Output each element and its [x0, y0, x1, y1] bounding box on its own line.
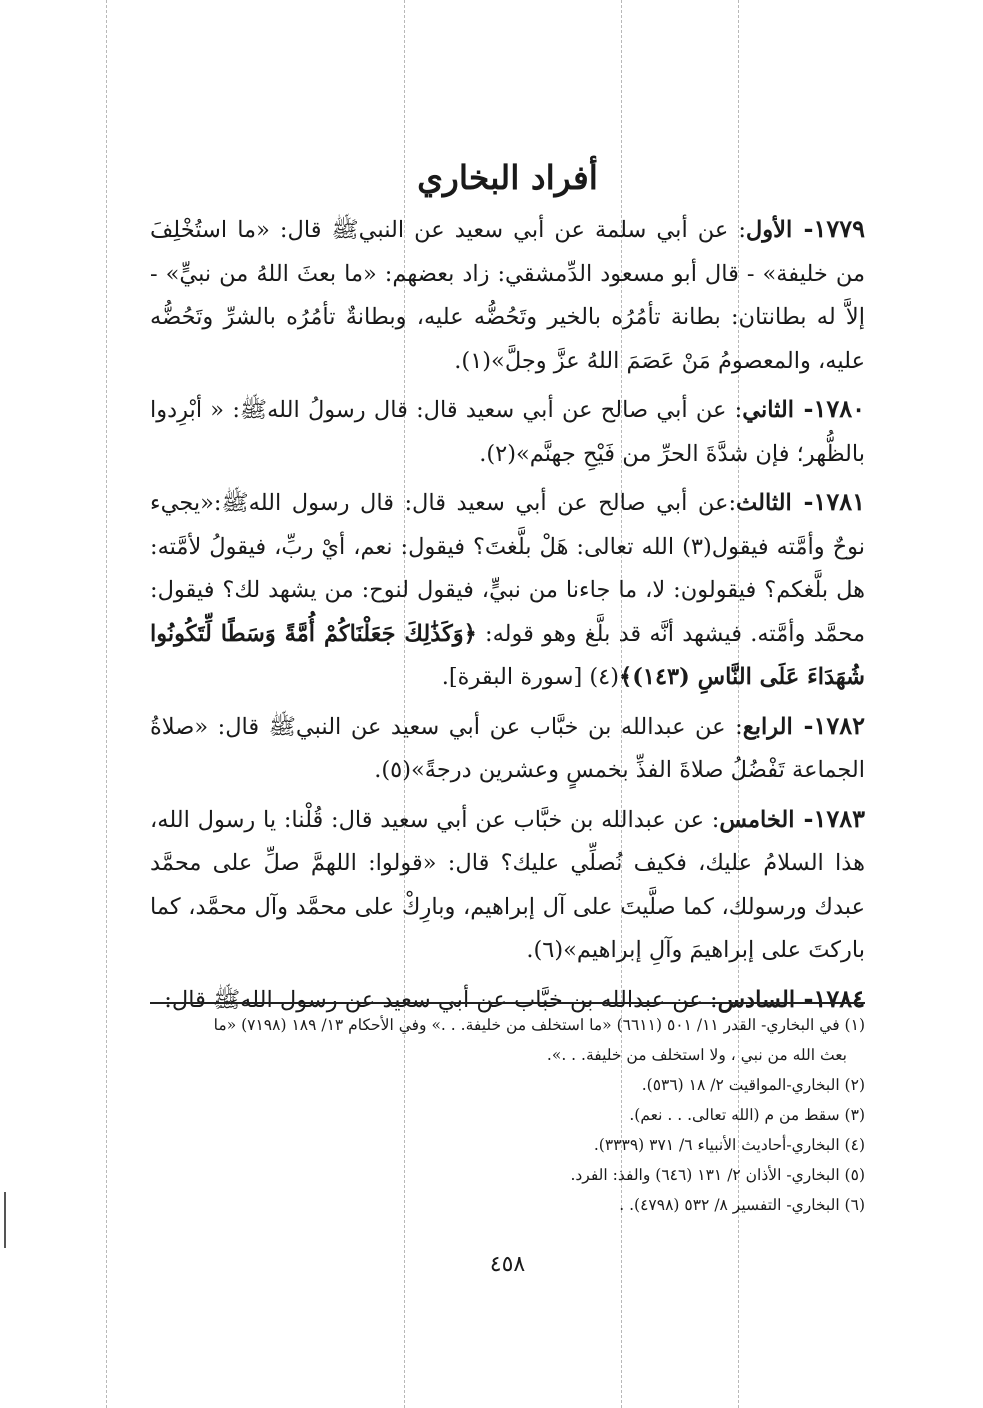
hadith-number: ١٧٨٣	[813, 803, 865, 833]
hadith-number: ١٧٨٤	[813, 983, 865, 1013]
footnote-5: (٥) البخاري- الأذان ٢/ ١٣١ (٦٤٦) والفذ: الفرد.	[570, 1166, 865, 1184]
hadith-label: الرابع	[742, 713, 793, 740]
hadith-label: السادس	[717, 986, 796, 1013]
hadith-number: ١٧٨٠	[813, 394, 865, 423]
scan-fold-line	[106, 0, 107, 1408]
hadith-text-after: (٤) [سورة البقرة].	[441, 664, 620, 690]
footnotes	[150, 1002, 865, 1220]
footnote-3: (٣) سقط من م (الله تعالى. . . نعم).	[629, 1106, 865, 1124]
quran-verse: ﴿وَكَذَٰلِكَ جَعَلْنَاكُمْ أُمَّةً وَسَطًا لِّتَكُونُوا شُهَدَاءَ عَلَى النَّاسِ (١٤٣)﴾	[150, 620, 865, 690]
hadith-number: ١٧٧٩	[813, 214, 865, 243]
hadith-number: ١٧٨١	[813, 487, 865, 516]
hadith-label: الأول	[745, 217, 793, 243]
scan-edge-mark	[4, 1192, 6, 1248]
hadith-text: :عن أبي صالح عن أبي سعيد قال: قال رسول اللهﷺ:«يجيء نوحٌ وأمَّته فيقول(٣) الله تعالى: هَلْ بلَّغتَ؟ فيقول: نعم، أيْ ربِّ، فيقولُ لأمَّته: هل بلَّغكم؟ فيقولون: لا، ما جاءنا من نبيٍّ، فيقول لنوح: من يشهد لك؟ فيقول: محمَّد وأمَّته. فيشهد أنَّه قد بلَّغ وهو قوله:	[150, 490, 865, 647]
hadith-text: : عن عبدالله بن خبَّاب عن أبي سعيد عن النبيﷺ قال: «صلاةُ الجماعة تَفْضُلُ صلاةَ الفذِّ بخمسٍ وعشرين درجةً»(٥).	[150, 713, 865, 783]
hadith-number: ١٧٨٢	[813, 710, 865, 740]
page-title: أفراد البخاري	[417, 158, 598, 197]
footnote-divider	[150, 1002, 865, 1004]
hadith-text: : عن أبي سلمة عن أبي سعيد عن النبيﷺ قال: «ما استُخْلِفَ من خليفة» - قال أبو مسعود الدِّمشقي: زاد بعضهم: «ما بعثَ اللهُ من نبيٍّ» - إلاَّ له بطانتان: بطانة تأمُرُه بالخير وتَحُضُّه عليه، وبطانةٌ تأمُرُه بالشرِّ وتَحُضُّه عليه، والمعصومُ مَنْ عَصَمَ اللهُ عزَّ وجلَّ»(١).	[150, 217, 865, 374]
hadith-text: : عن عبدالله بن خبَّاب عن أبي سعيد قال: قُلْنا: يا رسول الله، هذا السلامُ عليك، فكيف نُصلِّي عليك؟ قال: «قولوا: اللهمَّ صلِّ على محمَّد عبدك ورسولك، كما صلَّيتَ على آل إبراهيم، وبارِكْ على محمَّد وآل محمَّد، كما باركتَ على إبراهيمَ وآلِ إبراهيم»(٦).	[150, 806, 865, 963]
hadith-1780: ١٧٨٠- الثاني: عن أبي صالح عن أبي سعيد قال: قال رسولُ اللهﷺ: « أبْرِدوا بالظُّهر؛ فإن شدَّةَ الحرِّ من فَيْحِ جهنَّم»(٢).	[150, 394, 865, 467]
footnote-1: (١) في البخاري- القدر ١١/ ٥٠١ (٦٦١١) «ما استخلف من خليفة. . .» وفي الأحكام ١٣/ ١٨٩ (٧١٩٨) «ما	[213, 1016, 865, 1034]
hadith-1783: ١٧٨٣- الخامس: عن عبدالله بن خبَّاب عن أبي سعيد قال: قُلْنا: يا رسول الله، هذا السلامُ عليك، فكيف نُصلِّي عليك؟ قال: «قولوا: اللهمَّ صلِّ على محمَّد عبدك ورسولك، كما صلَّيتَ على آل إبراهيم، وبارِكْ على محمَّد وآل محمَّد، كما باركتَ على إبراهيمَ وآلِ إبراهيم»(٦).	[150, 803, 865, 963]
footnote-6: (٦) البخاري- التفسير ٨/ ٥٣٢ (٤٧٩٨). .	[619, 1196, 865, 1214]
page-body	[150, 158, 865, 1026]
hadith-1779: ١٧٧٩- الأول: عن أبي سلمة عن أبي سعيد عن النبيﷺ قال: «ما استُخْلِفَ من خليفة» - قال أبو مسعود الدِّمشقي: زاد بعضهم: «ما بعثَ اللهُ من نبيٍّ» - إلاَّ له بطانتان: بطانة تأمُرُه بالخير وتَحُضُّه عليه، وبطانةٌ تأمُرُه بالشرِّ وتَحُضُّه عليه، والمعصومُ مَنْ عَصَمَ اللهُ عزَّ وجلَّ»(١).	[150, 214, 865, 374]
footnote-2: (٢) البخاري-المواقيت ٢/ ١٨ (٥٣٦).	[641, 1076, 865, 1094]
hadith-label: الثاني	[742, 397, 795, 423]
page-number: ٤٥٨	[489, 1252, 526, 1277]
hadith-label: الخامس	[719, 806, 795, 833]
footnote-1-continued: بعث الله من نبي ، ولا استخلف من خليفة. . .».	[546, 1046, 847, 1064]
hadith-label: الثالث	[736, 490, 792, 516]
hadith-1781: ١٧٨١- الثالث:عن أبي صالح عن أبي سعيد قال: قال رسول اللهﷺ:«يجيء نوحٌ وأمَّته فيقول(٣) الله تعالى: هَلْ بلَّغتَ؟ فيقول: نعم، أيْ ربِّ، فيقولُ لأمَّته: هل بلَّغكم؟ فيقولون: لا، ما جاءنا من نبيٍّ، فيقول لنوح: من يشهد لك؟ فيقول: محمَّد وأمَّته. فيشهد أنَّه قد بلَّغ وهو قوله: ﴿وَكَذَٰلِكَ جَعَلْنَاكُمْ أُمَّةً وَسَطًا لِّتَكُونُوا شُهَدَاءَ عَلَى النَّاسِ (١٤٣)﴾(٤) [سورة البقرة].	[150, 487, 865, 690]
footnote-4: (٤) البخاري-أحاديث الأنبياء ٦/ ٣٧١ (٣٣٣٩).	[593, 1136, 865, 1154]
hadith-text: : عن عبدالله بن خبَّاب عن أبي سعيد عن رسول اللهﷺ قال:	[164, 986, 718, 1013]
hadith-1784: ١٧٨٤- السادس: عن عبدالله بن خبَّاب عن أبي سعيد عن رسول اللهﷺ قال:	[164, 983, 865, 1013]
hadith-text: : عن أبي صالح عن أبي سعيد قال: قال رسولُ اللهﷺ: « أبْرِدوا بالظُّهر؛ فإن شدَّةَ الحرِّ من فَيْحِ جهنَّم»(٢).	[150, 397, 865, 467]
hadith-1782: ١٧٨٢- الرابع: عن عبدالله بن خبَّاب عن أبي سعيد عن النبيﷺ قال: «صلاةُ الجماعة تَفْضُلُ صلاةَ الفذِّ بخمسٍ وعشرين درجةً»(٥).	[150, 710, 865, 783]
